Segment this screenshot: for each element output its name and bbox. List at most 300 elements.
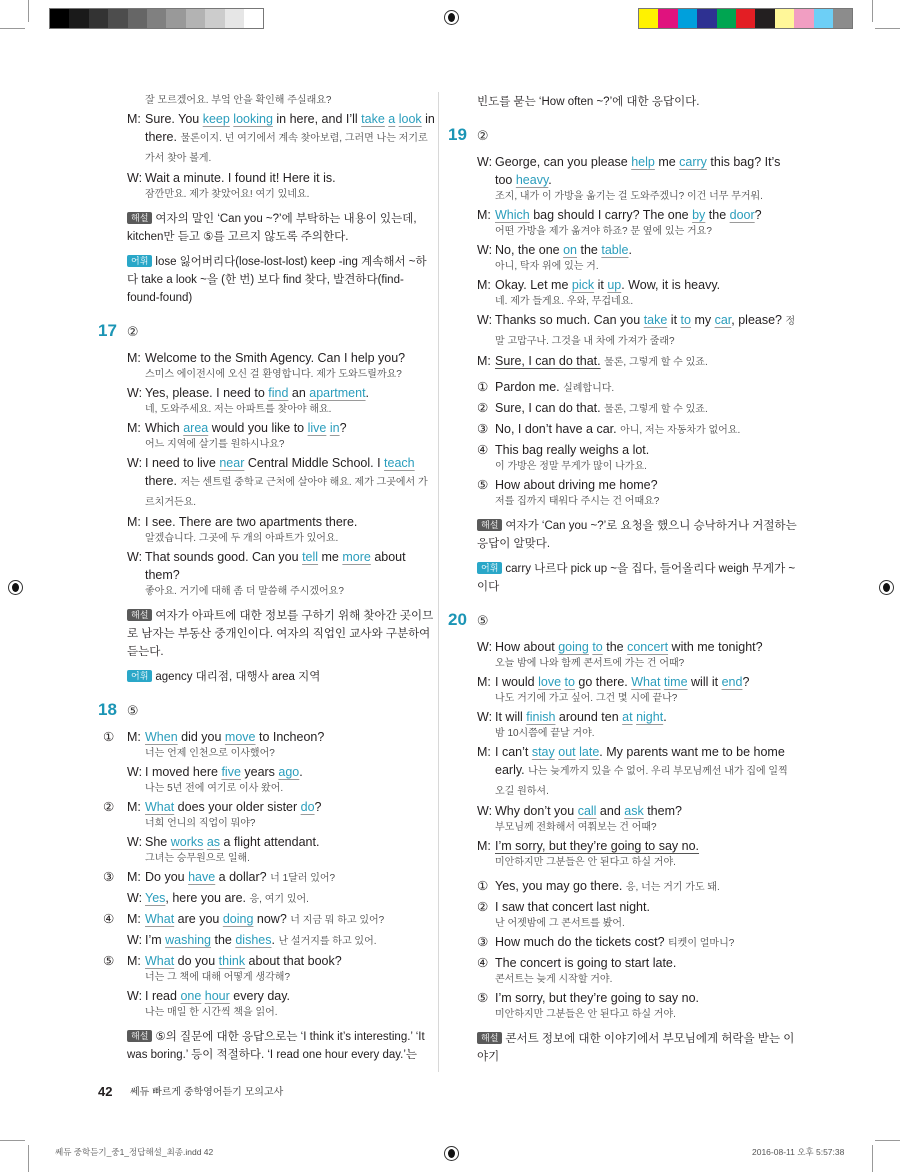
text-run: Do you bbox=[145, 870, 189, 884]
speaker-label: W: bbox=[127, 171, 143, 185]
highlighted-word: car bbox=[714, 313, 732, 327]
translation: 이 가방은 정말 무게가 많이 나가요. bbox=[495, 461, 647, 472]
crop-mark bbox=[28, 1145, 29, 1172]
highlighted-word: doing bbox=[222, 912, 254, 926]
text-run: . bbox=[299, 765, 303, 779]
swatch bbox=[50, 9, 69, 28]
crop-mark bbox=[875, 1140, 900, 1141]
text-run: with me tonight? bbox=[668, 640, 763, 654]
dialogue-line bbox=[95, 454, 435, 512]
highlighted-word: call bbox=[577, 804, 597, 818]
translation: 네, 도와주세요. 저는 아파트를 찾아야 해요. bbox=[145, 404, 332, 415]
text-run: . Wow, it is heavy. bbox=[621, 278, 721, 292]
text-run: now? bbox=[253, 912, 287, 926]
highlighted-word: take bbox=[361, 112, 385, 126]
text-run: No, the one bbox=[495, 243, 564, 257]
english-text bbox=[495, 311, 797, 351]
english-text bbox=[495, 802, 797, 820]
highlighted-word: end bbox=[721, 675, 743, 689]
text-run: the bbox=[705, 208, 730, 222]
dialogue-line bbox=[95, 931, 435, 951]
option-number: ⑤ bbox=[477, 478, 489, 492]
text-run: an bbox=[288, 386, 310, 400]
speaker-label: W: bbox=[127, 550, 143, 564]
english-text bbox=[495, 837, 797, 855]
text-run: , please? bbox=[731, 313, 782, 327]
left-column bbox=[95, 93, 435, 1070]
dialogue-line bbox=[445, 708, 797, 742]
speaker-label: W: bbox=[127, 456, 143, 470]
english-text bbox=[145, 110, 435, 168]
dialogue-line bbox=[445, 276, 797, 310]
option-number: ① bbox=[477, 380, 489, 394]
speaker-label: W: bbox=[127, 891, 143, 905]
swatch bbox=[697, 9, 716, 28]
vocabulary-note bbox=[95, 668, 435, 686]
text-run: , here you are. bbox=[165, 891, 247, 905]
answer-option bbox=[445, 420, 797, 440]
highlighted-word: concert bbox=[627, 640, 669, 654]
highlighted-word: live bbox=[307, 421, 327, 435]
swatch bbox=[225, 9, 244, 28]
text-run: me bbox=[654, 155, 680, 169]
translation: 미안하지만 그분들은 안 된다고 하실 거야. bbox=[495, 857, 676, 868]
crop-mark bbox=[872, 1145, 873, 1172]
highlighted-word: to bbox=[592, 640, 603, 654]
text-run: will it bbox=[687, 675, 722, 689]
english-text bbox=[145, 384, 435, 402]
english-text bbox=[145, 910, 435, 930]
text-run: Yes, you may go there. bbox=[495, 879, 623, 893]
english-text bbox=[145, 454, 435, 512]
text-run: about them? bbox=[145, 550, 406, 582]
underlined-answer: I’m sorry, but they’re going to say no. bbox=[495, 839, 700, 853]
english-text bbox=[495, 933, 797, 953]
translation: 조지, 내가 이 가방을 옮기는 걸 도와주겠니? 이건 너무 무거워. bbox=[495, 191, 763, 202]
english-text bbox=[495, 476, 797, 494]
option-number: ⑤ bbox=[477, 991, 489, 1005]
vocabulary-note bbox=[95, 253, 435, 307]
highlighted-word: think bbox=[218, 954, 246, 968]
text-run: a flight attendant. bbox=[220, 835, 320, 849]
option-number: ② bbox=[103, 800, 115, 814]
answer-option bbox=[445, 441, 797, 475]
speaker-label: M: bbox=[127, 870, 141, 884]
highlighted-word: at bbox=[622, 710, 633, 724]
highlighted-word: up bbox=[607, 278, 622, 292]
speaker-label: W: bbox=[477, 710, 493, 724]
text-run: George, can you please bbox=[495, 155, 632, 169]
speaker-label: W: bbox=[127, 989, 143, 1003]
swatch bbox=[717, 9, 736, 28]
dialogue-line bbox=[95, 110, 435, 168]
note-text: 콘서트 정보에 대한 이야기에서 부모님에게 허락을 받는 이야기 bbox=[477, 1033, 795, 1063]
note-text: ⑤의 질문에 대한 응답으로는 ‘I think it’s interesting.’ ‘It was boring.’ 등이 적절하다. ‘I read one hour every day.’는 bbox=[127, 1031, 425, 1061]
translation: 티켓이 얼마니? bbox=[668, 938, 735, 949]
speaker-label: W: bbox=[477, 804, 493, 818]
highlighted-word: looking bbox=[233, 112, 273, 126]
text-run: Welcome to the Smith Agency. Can I help you? bbox=[145, 351, 406, 365]
dialogue-line bbox=[445, 802, 797, 836]
text-run: Why don’t you bbox=[495, 804, 578, 818]
dialogue-line bbox=[95, 910, 435, 930]
book-title: 쎄듀 빠르게 중학영어듣기 모의고사 bbox=[130, 1087, 284, 1098]
highlighted-word: have bbox=[188, 870, 216, 884]
question-header bbox=[98, 700, 435, 721]
vocabulary-tag: 어휘 bbox=[127, 255, 152, 267]
text-run: How about bbox=[495, 640, 559, 654]
text-run: Yes, please. I need to bbox=[145, 386, 269, 400]
dialogue-continuation bbox=[95, 93, 435, 109]
vocabulary-tag: 어휘 bbox=[127, 670, 152, 682]
english-text bbox=[145, 419, 435, 437]
english-text bbox=[145, 349, 435, 367]
answer-choice: ② bbox=[476, 128, 489, 143]
text-run: did you bbox=[177, 730, 225, 744]
column-divider bbox=[438, 92, 439, 1072]
slug-filename: 쎄듀 중학듣기_중1_정답해설_최종.indd 42 bbox=[55, 1147, 214, 1157]
highlighted-word: Yes bbox=[145, 891, 166, 905]
swatch bbox=[775, 9, 794, 28]
translation: 네. 제가 들게요. 우와, 무겁네요. bbox=[495, 296, 634, 307]
english-text bbox=[495, 877, 797, 897]
highlighted-word: pick bbox=[571, 278, 595, 292]
highlighted-word: love bbox=[538, 675, 562, 689]
explanation-tag: 해설 bbox=[127, 609, 152, 621]
translation: 응, 여기 있어. bbox=[249, 894, 309, 905]
text-run: I saw that concert last night. bbox=[495, 900, 650, 914]
translation: 어느 지역에 살기를 원하시나요? bbox=[145, 439, 285, 450]
dialogue-line bbox=[95, 384, 435, 418]
highlighted-word: keep bbox=[202, 112, 230, 126]
right-column bbox=[445, 93, 797, 1072]
option-number: ④ bbox=[103, 912, 115, 926]
text-run: the bbox=[211, 933, 236, 947]
text-run: around ten bbox=[555, 710, 623, 724]
text-run: do you bbox=[174, 954, 219, 968]
translation: 나도 거기에 가고 싶어. 그건 몇 시에 끝나? bbox=[495, 693, 678, 704]
answer-option bbox=[445, 378, 797, 398]
vocabulary-tag: 어휘 bbox=[477, 562, 502, 574]
explanation-tag: 해설 bbox=[477, 519, 502, 531]
translation: 물론, 그렇게 할 수 있죠. bbox=[604, 357, 708, 368]
swatch bbox=[639, 9, 658, 28]
text-run: Wait a minute. I found it! Here it is. bbox=[145, 171, 336, 185]
text-run: in here, and I’ll bbox=[272, 112, 362, 126]
option-number: ⑤ bbox=[103, 954, 115, 968]
english-text bbox=[145, 833, 435, 851]
translation: 물론이지. 넌 여기에서 계속 찾아보렴, 그러면 나는 저기로 가서 찾아 볼게. bbox=[145, 133, 428, 164]
swatch bbox=[147, 9, 166, 28]
underlined-answer: Sure, I can do that. bbox=[495, 354, 601, 368]
dialogue-line bbox=[95, 763, 435, 797]
speaker-label: M: bbox=[127, 954, 141, 968]
highlighted-word: more bbox=[342, 550, 371, 564]
text-run: my bbox=[690, 313, 715, 327]
english-text bbox=[495, 638, 797, 656]
english-text bbox=[495, 989, 797, 1007]
crop-mark bbox=[0, 28, 25, 29]
explanation-tag: 해설 bbox=[127, 212, 152, 224]
text-run: Sure. You bbox=[145, 112, 203, 126]
text-run: would you like to bbox=[208, 421, 308, 435]
swatch bbox=[89, 9, 108, 28]
crop-mark bbox=[28, 0, 29, 22]
english-text bbox=[495, 743, 797, 801]
english-text bbox=[495, 441, 797, 459]
text-run: . bbox=[628, 243, 632, 257]
text-run: it bbox=[594, 278, 608, 292]
text-run: me bbox=[318, 550, 343, 564]
option-number: ① bbox=[477, 879, 489, 893]
english-text bbox=[495, 399, 797, 419]
text-run: about that book? bbox=[245, 954, 342, 968]
text-run: in there. bbox=[145, 112, 435, 144]
english-text bbox=[145, 728, 435, 746]
swatch bbox=[736, 9, 755, 28]
text-run: I moved here bbox=[145, 765, 222, 779]
registration-mark-icon bbox=[444, 1146, 459, 1161]
explanation-note bbox=[95, 1028, 435, 1064]
registration-mark-icon bbox=[879, 580, 894, 595]
english-text bbox=[145, 798, 435, 816]
swatch bbox=[755, 9, 774, 28]
highlighted-word: teach bbox=[384, 456, 415, 470]
highlighted-word: apartment bbox=[309, 386, 366, 400]
highlighted-word: dishes bbox=[235, 933, 272, 947]
translation: 나는 5년 전에 여기로 이사 왔어. bbox=[145, 783, 284, 794]
text-run: I would bbox=[495, 675, 539, 689]
text-run: ? bbox=[314, 800, 322, 814]
speaker-label: M: bbox=[477, 278, 491, 292]
translation: 나는 매일 한 시간씩 책을 읽어. bbox=[145, 1007, 278, 1018]
highlighted-word: heavy bbox=[515, 173, 549, 187]
highlighted-word: as bbox=[206, 835, 221, 849]
dialogue-line bbox=[95, 952, 435, 986]
explanation-note bbox=[445, 1030, 797, 1066]
explanation-tag: 해설 bbox=[127, 1030, 152, 1042]
answer-option bbox=[445, 989, 797, 1023]
text-run: I’m bbox=[145, 933, 166, 947]
highlighted-word: Which bbox=[495, 208, 530, 222]
text-run: the bbox=[602, 640, 628, 654]
option-number: ① bbox=[103, 730, 115, 744]
dialogue-line bbox=[95, 419, 435, 453]
dialogue-line bbox=[445, 743, 797, 801]
speaker-label: M: bbox=[477, 208, 491, 222]
text-run: bag should I carry? The one bbox=[529, 208, 693, 222]
crop-mark bbox=[0, 1140, 25, 1141]
highlighted-word: by bbox=[692, 208, 706, 222]
swatch bbox=[833, 9, 852, 28]
option-number: ③ bbox=[103, 870, 115, 884]
gray-swatch-bar bbox=[49, 8, 264, 29]
answer-choice: ⑤ bbox=[476, 613, 489, 628]
swatch bbox=[244, 9, 263, 28]
text-run: to Incheon? bbox=[255, 730, 325, 744]
text-run: Okay. Let me bbox=[495, 278, 572, 292]
text-run: ? bbox=[339, 421, 347, 435]
dialogue-line bbox=[445, 837, 797, 871]
color-swatch-bar bbox=[638, 8, 853, 29]
english-text bbox=[495, 954, 797, 972]
explanation-tag: 해설 bbox=[477, 1032, 502, 1044]
highlighted-word: stay bbox=[531, 745, 555, 759]
question-header bbox=[98, 321, 435, 342]
speaker-label: M: bbox=[477, 745, 491, 759]
highlighted-word: carry bbox=[679, 155, 707, 169]
option-number: ③ bbox=[477, 422, 489, 436]
english-text bbox=[145, 513, 435, 531]
text-run: the bbox=[577, 243, 602, 257]
swatch bbox=[69, 9, 88, 28]
translation: 좋아요. 거기에 대해 좀 더 말씀해 주시겠어요? bbox=[145, 586, 344, 597]
vocabulary-note bbox=[445, 560, 797, 596]
text-run: How about driving me home? bbox=[495, 478, 658, 492]
note-text: 여자가 ‘Can you ~?’로 요청을 했으니 승낙하거나 거절하는 응답이 알맞다. bbox=[477, 520, 797, 550]
speaker-label: W: bbox=[127, 835, 143, 849]
highlighted-word: take bbox=[643, 313, 668, 327]
dialogue-line bbox=[95, 548, 435, 600]
text-run: . bbox=[663, 710, 667, 724]
highlighted-word: door bbox=[729, 208, 755, 222]
speaker-label: W: bbox=[127, 933, 143, 947]
swatch bbox=[794, 9, 813, 28]
translation: 밤 10시쯤에 끝날 거야. bbox=[495, 728, 595, 739]
note-text: carry 나르다 pick up ~을 집다, 들어올리다 weigh 무게가 ~이다 bbox=[477, 563, 796, 593]
option-number: ② bbox=[477, 401, 489, 415]
translation: 아니, 저는 자동차가 없어요. bbox=[620, 425, 741, 436]
translation: 잘 모르겠어요. 부엌 안을 확인해 주실래요? bbox=[145, 95, 332, 106]
translation: 아니, 탁자 위에 있는 거. bbox=[495, 261, 599, 272]
translation: 저는 센트럴 중학교 근처에 살아야 해요. 제가 그곳에서 가르치거든요. bbox=[145, 477, 428, 508]
explanation-note bbox=[95, 607, 435, 661]
highlighted-word: move bbox=[224, 730, 256, 744]
speaker-label: M: bbox=[477, 354, 491, 368]
translation: 어떤 가방을 제가 옮겨야 하죠? 문 옆에 있는 거요? bbox=[495, 226, 712, 237]
dialogue-line bbox=[95, 349, 435, 383]
highlighted-word: works bbox=[170, 835, 204, 849]
question-number: 20 bbox=[448, 610, 467, 629]
option-number: ③ bbox=[477, 935, 489, 949]
speaker-label: M: bbox=[477, 839, 491, 853]
answer-option bbox=[445, 898, 797, 932]
explanation-note bbox=[445, 517, 797, 553]
text-run: She bbox=[145, 835, 171, 849]
translation: 나는 늦게까지 있을 수 없어. 우리 부모님께선 내가 집에 일찍 오길 원하셔. bbox=[495, 766, 788, 797]
text-run: It will bbox=[495, 710, 527, 724]
dialogue-line bbox=[445, 673, 797, 707]
speaker-label: M: bbox=[127, 730, 141, 744]
english-text bbox=[145, 987, 435, 1005]
highlighted-word: in bbox=[329, 421, 340, 435]
text-run: . bbox=[271, 933, 275, 947]
highlighted-word: do bbox=[300, 800, 315, 814]
question-header bbox=[448, 125, 797, 146]
english-text bbox=[145, 931, 435, 951]
highlighted-word: to bbox=[680, 313, 691, 327]
english-text bbox=[495, 420, 797, 440]
highlighted-word: hour bbox=[204, 989, 230, 1003]
swatch bbox=[108, 9, 127, 28]
text-run: . bbox=[365, 386, 370, 400]
text-run: ? bbox=[742, 675, 750, 689]
highlighted-word: ago bbox=[278, 765, 300, 779]
text-run: a dollar? bbox=[215, 870, 267, 884]
highlighted-word: near bbox=[219, 456, 245, 470]
dialogue-line bbox=[445, 311, 797, 351]
note-text: agency 대리점, 대행사 area 지역 bbox=[155, 671, 321, 683]
translation: 잠깐만요. 제가 찾았어요! 여기 있네요. bbox=[145, 189, 310, 200]
text-run: Pardon me. bbox=[495, 380, 560, 394]
translation: 그녀는 승무원으로 일해. bbox=[145, 853, 250, 864]
speaker-label: M: bbox=[127, 351, 141, 365]
note-text: 여자의 말인 ‘Can you ~?’에 부탁하는 내용이 있는데, kitchen만 듣고 ⑤를 고르지 않도록 주의한다. bbox=[127, 213, 417, 243]
translation: 실례합니다. bbox=[563, 383, 615, 394]
question-number: 19 bbox=[448, 125, 467, 144]
highlighted-word: one bbox=[180, 989, 202, 1003]
note-text: lose 잃어버리다(lose-lost-lost) keep -ing 계속해서 ~하다 take a look ~을 (한 번) 보다 find 찾다, 발견하다(find-found-found) bbox=[127, 256, 427, 304]
text-run: Central Middle School. I bbox=[244, 456, 385, 470]
answer-option bbox=[445, 933, 797, 953]
translation: 오늘 밤에 나와 함께 콘서트에 가는 건 어때? bbox=[495, 658, 685, 669]
translation: 너는 그 책에 대해 어떻게 생각해? bbox=[145, 972, 291, 983]
highlighted-word: night bbox=[636, 710, 664, 724]
highlighted-word: When bbox=[145, 730, 178, 744]
swatch bbox=[128, 9, 147, 28]
answer-option bbox=[445, 399, 797, 419]
text-run: Thanks so much. Can you bbox=[495, 313, 644, 327]
answer-option bbox=[445, 877, 797, 897]
text-run: I need to live bbox=[145, 456, 220, 470]
highlighted-word: to bbox=[564, 675, 575, 689]
slug-timestamp: 2016-08-11 오후 5:57:38 bbox=[752, 1147, 845, 1157]
option-number: ② bbox=[477, 900, 489, 914]
english-text bbox=[495, 241, 797, 259]
highlighted-word: washing bbox=[165, 933, 212, 947]
swatch bbox=[166, 9, 185, 28]
text-run: and bbox=[596, 804, 625, 818]
registration-mark-icon bbox=[444, 10, 459, 25]
text-run: The concert is going to start late. bbox=[495, 956, 677, 970]
translation: 부모님께 전화해서 여쭤보는 건 어때? bbox=[495, 822, 657, 833]
text-run: . bbox=[548, 173, 552, 187]
dialogue-line bbox=[95, 889, 435, 909]
speaker-label: W: bbox=[127, 386, 143, 400]
option-number: ④ bbox=[477, 956, 489, 970]
dialogue-line bbox=[95, 513, 435, 547]
highlighted-word: What bbox=[631, 675, 661, 689]
dialogue-line bbox=[95, 169, 435, 203]
text-run: I’m sorry, but they’re going to say no. bbox=[495, 991, 700, 1005]
question-header bbox=[448, 610, 797, 631]
english-text bbox=[145, 868, 435, 888]
highlighted-word: table bbox=[601, 243, 629, 257]
text-run: . My parents want me to be home early. bbox=[495, 745, 785, 777]
swatch bbox=[205, 9, 224, 28]
speaker-label: M: bbox=[127, 421, 141, 435]
dialogue-line bbox=[95, 868, 435, 888]
highlighted-word: tell bbox=[302, 550, 319, 564]
translation: 스미스 에이전시에 오신 걸 환영합니다. 제가 도와드릴까요? bbox=[145, 369, 402, 380]
translation: 미안하지만 그분들은 안 된다고 하실 거야. bbox=[495, 1009, 676, 1020]
answer-option bbox=[445, 476, 797, 510]
english-text bbox=[495, 673, 797, 691]
english-text bbox=[145, 952, 435, 970]
speaker-label: W: bbox=[477, 243, 493, 257]
text-run: does your older sister bbox=[174, 800, 301, 814]
text-run: Which bbox=[145, 421, 184, 435]
